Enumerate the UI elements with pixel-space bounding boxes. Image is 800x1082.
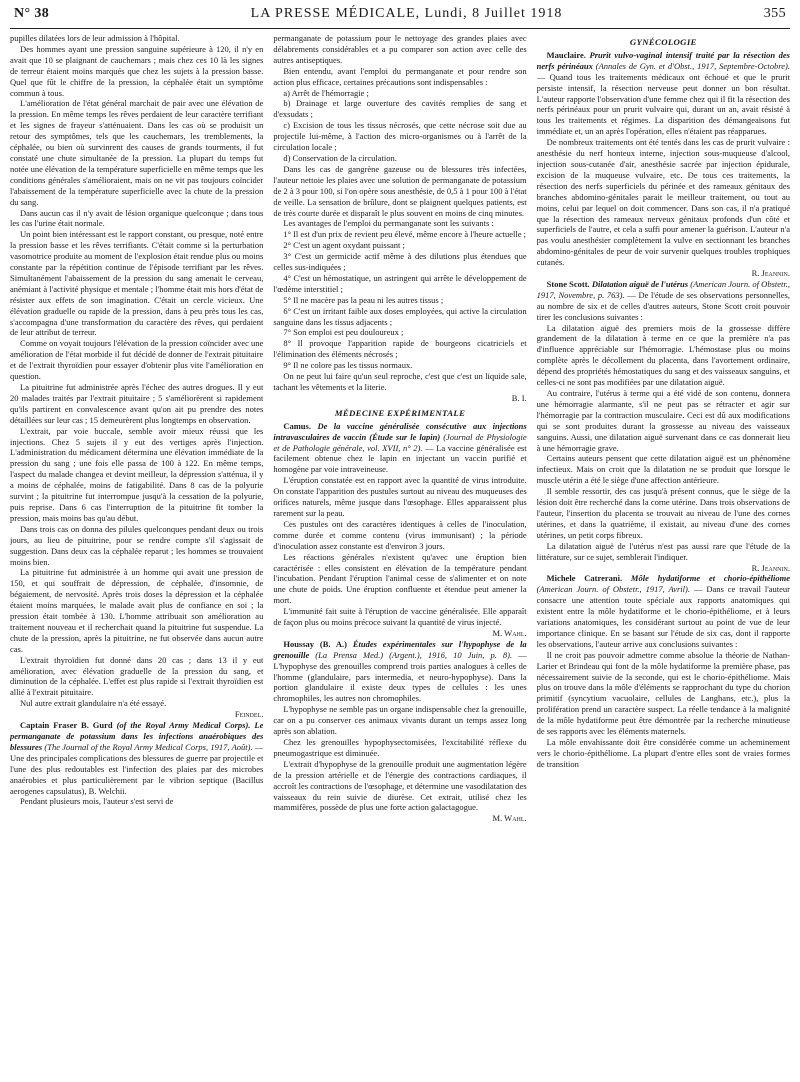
list-item: 9° Il ne colore pas les tissus normaux. bbox=[283, 360, 413, 371]
article-gurd bbox=[10, 720, 263, 796]
article-author: Michele Catrerani. bbox=[546, 573, 623, 584]
list-item: 4° C'est un hémostatique, un astringent qui arrête le développement de l'œdème interstitiel ; bbox=[273, 272, 527, 294]
paragraph: L'hypophyse ne semble pas un organe indispensable chez la grenouille, car on a pu conserver ces animaux vivants durant un temps assez long après son ablation. bbox=[273, 704, 527, 737]
list-item: d) Conservation de la circulation. bbox=[283, 152, 397, 163]
article-author: Houssay (B. A.) bbox=[283, 638, 347, 649]
article-title: Môle hydatiforme et chorio-épithéliome bbox=[630, 573, 790, 584]
paragraph: Au contraire, l'utérus à terme qui a été vidé de son contenu, donnera une hémorragie alarmante, s'il ne peut pas se rétracter et agir sur l'hémorragie par la contraction musculaire. Ceci est dû aux modifications qui se sont produites durant la grossesse au niveau des vaisseaux sanguins. Aussi, une dilatation aiguë survenant dans ce cas donnerait lieu à une hémorragie grave. bbox=[536, 388, 790, 453]
list-item: 3° C'est un germicide actif même à des dilutions plus étendues que celles sus-indiquées ; bbox=[273, 251, 527, 273]
section-heading: GYNÉCOLOGIE bbox=[629, 37, 697, 47]
paragraph: pupilles dilatées lors de leur admission à l'hôpital. bbox=[10, 33, 180, 43]
paragraph: On ne peut lui faire qu'un seul reproche, c'est que c'est un liquide sale, tachant les vêtements et la literie. bbox=[273, 371, 527, 392]
section-heading: MÉDECINE EXPÉRIMENTALE bbox=[334, 407, 466, 418]
list-item: 7° Son emploi est peu douloureux ; bbox=[283, 327, 404, 338]
article-text: — La vaccine généralisée est facilement obtenue chez le lapin en injectant un vaccin purifié et homogène par voie intraveineuse. bbox=[273, 442, 527, 475]
list-item: a) Arrêt de l'hémorragie ; bbox=[283, 87, 369, 98]
paragraph: La pituitrine fut administrée à un homme qui avait une pression de 150, et qui souffrait de dépression, de céphalée, d'insomnie, de bégaiement, de nervosité. Après trois doses la dépression et la céphalée étaient moins marquées, le malade avait plus de confiance en soi ; la pression était tombée à 130. L'homme attribuait son amélioration au traitement nouveau et il recherchait quand la pituitrine fut suspendue. La chute de la pression, après la pituitrine, ne fut observée dans aucun autre cas. bbox=[10, 567, 264, 654]
paragraph: Certains auteurs pensent que cette dilatation aiguë est un phénomène infectieux. Mais on croit que la dilatation ne se produit que lorsque le muscle utérin a été le siège d'une affection antérieure. bbox=[536, 453, 790, 486]
paragraph: permanganate de potassium pour le nettoyage des grandes plaies avec délabrements considérables et a pu comparer son action avec celle des autres antiseptiques. bbox=[273, 33, 527, 65]
signature: R. Jeannin. bbox=[751, 268, 790, 279]
article-text: — Une des principales complications des blessures de guerre par projectile et l'une des plus redoutables est l'infection des plaies par des microbes anaérobies et plus particulièrement par le vibrion septique (Bacillus aerogenes capsulatus), B. Welchii. bbox=[10, 741, 264, 796]
list-item: 1° Il est d'un prix de revient peu élevé, même encore à l'heure actuelle ; bbox=[283, 229, 527, 240]
paragraph: La dilatation aiguë de l'utérus n'est pas aussi rare que l'étude de la littérature, sur ce sujet, semblerait l'indiquer. bbox=[536, 540, 790, 562]
paragraph: De nombreux traitements ont été tentés dans les cas de prurit vulvaire : anesthésie du nerf honteux interne, injection sous-muqueuse d'alcool, injection sous-cutanée d'air, anesthésie sacrée par injection épidurale, excision de la muqueuse vulvaire, etc. De tous ces traitements, la résection des nerfs superficiels du périnée et des rameaux génitaux des branches abdomino-génitales parait le meilleur traitement, ou tout au moins, celui par lequel on doit commencer. Dans son cas, il n'a pratiqué que la résection des rameaux nerveux génitaux profonds d'un côté et superficiels de l'autre, et cela a suffi pour amener la guérison. L'auteur n'a pas voulu anesthésier complètement la vulve en sectionnant les branches abdomino-génitales de peur de voir survenir quelques troubles trophiques cutanés. bbox=[536, 137, 790, 268]
article-author: Captain Fraser B. Gurd bbox=[20, 720, 113, 731]
paragraph: L'extrait thyroïdien fut donné dans 20 cas ; dans 13 il y eut amélioration, avec élévation graduelle de la pression du sang, et diminution de la céphalée. L'effet est plus rapide si l'extrait thyroïdien est allié à l'extrait pituitaire. bbox=[10, 654, 264, 698]
article-title: Dilatation aiguë de l'utérus bbox=[591, 278, 689, 289]
paragraph: L'immunité fait suite à l'éruption de vaccine généralisée. Elle apparaît de façon plus ou moins précoce suivant la quantité de virus injecté. bbox=[273, 606, 527, 628]
article-catrerani bbox=[537, 573, 790, 649]
paragraph: L'éruption constatée est en rapport avec la quantité de virus introduite. On constate l'apparition des pustules surtout au niveau des muqueuses des orifices naturels, même jusque dans l'œsophage. Elles apparaissent plus rarement sur la peau. bbox=[273, 475, 527, 518]
paragraph: Dans les cas de gangrène gazeuse ou de blessures très infectées, l'auteur nettoie les plaies avec une solution de permanganate de potassium de 2 à 3 pour 100, si l'on opère sous anesthésie, de 0,5 à 1 pour 100 à l'état de veille. La sensation de brûlure, dont se plaignent quelques patients, est de très courte durée et disparaît le plus souvent en moins de cinq minutes. bbox=[273, 163, 527, 218]
columns bbox=[10, 33, 790, 1063]
article-reference: (Journal de Physiologie et de Pathologie générale, vol. XVII, n° 2). bbox=[273, 431, 527, 453]
article-title: Prurit vulvo-vaginal intensif traité par la résection des nerfs périnéaux bbox=[536, 49, 790, 71]
newspaper-page bbox=[10, 0, 790, 1076]
paragraph: La pituitrine fut administrée après l'échec des autres drogues. Il y eut 20 malades traités par l'extrait pituitaire ; 5 s'améliorèrent si rapidement qu'ils partirent en convalescence avant qu'on ait pu prendre des notes détaillées sur leur cas ; 15 demeurèrent plus longtemps en observation. bbox=[10, 382, 264, 425]
advantages-list bbox=[273, 229, 526, 371]
header-rule bbox=[10, 28, 790, 29]
article-title: Études expérimentales sur l'hypophyse de la grenouille bbox=[273, 638, 527, 660]
article-author: Mauclaire. bbox=[546, 49, 586, 60]
article-author: Stone Scott. bbox=[546, 278, 590, 289]
column-3 bbox=[537, 33, 790, 1063]
page-header bbox=[10, 6, 790, 26]
paragraph: Il ne croit pas pouvoir admettre comme absolue la théorie de Nathan-Larier et Brindeau qui font de la môle hydatiforme la première phase, pas nécessairement suivie de la seconde, qui est le chorio-épithéliome. Mais plus on trouve dans la môle d'éléments se rapprochant du type du chorion primitif (syncytium vacuolaire, cellules de Langhans, etc.), plus la prolifération prend un caractère suspect. La réelle tendance à la malignité de la môle hydatiforme peut être démontrée par la recherche minutieuse de ses rapports avec les éléments maternels. bbox=[536, 649, 790, 737]
article-author: Camus. bbox=[283, 420, 311, 431]
paragraph: Les avantages de l'emploi du permanganate sont les suivants : bbox=[283, 218, 494, 229]
paragraph: Dans aucun cas il n'y avait de lésion organique quelconque ; dans tous les cas l'urine était normale. bbox=[10, 207, 264, 229]
list-item: 8° Il provoque l'apparition rapide de bourgeons cicatriciels et l'élimination des éléments nécrosés ; bbox=[273, 338, 527, 360]
column-1 bbox=[10, 33, 263, 1063]
paragraph: La môle envahissante doit être considérée comme un acheminement vers le chorio-épithéliome. La plupart d'entre elles sont de vraies formes de transition bbox=[536, 737, 790, 769]
precautions-list bbox=[273, 88, 526, 164]
article-text: — Quand tous les traitements médicaux ont échoué et que le prurit persiste intensif, la résection nerveuse peut donner un bon résultat. L'auteur rapporte l'observation d'une femme chez qui il fit la résection des nerfs périnéaux pour un prurit vulvaire qui, durant un an, avait résisté à tous les traitements et régimes. La disparition des démangeaisons fut immédiate et, un an après l'opération, elles n'étaient pas réapparues. bbox=[536, 71, 790, 137]
article-reference: (American Journ. of Obstetr., 1917, Avril). bbox=[536, 584, 690, 595]
article-title: De la vaccine généralisée consécutive aux injections intravasculaires de vaccin (Étude sur le lapin) bbox=[273, 420, 527, 442]
signature: R. Jeannin. bbox=[751, 562, 790, 573]
column-2 bbox=[273, 33, 526, 1063]
list-item: b) Drainage et large ouverture des cavités remplies de sang et d'exsudats ; bbox=[273, 98, 527, 120]
article-camus bbox=[273, 421, 526, 476]
list-item: 2° C'est un agent oxydant puissant ; bbox=[283, 240, 405, 251]
article-reference: (American Journ. of Obstetr., 1917, Novembre, p. 763). bbox=[536, 278, 790, 300]
paragraph: L'amélioration de l'état général marchait de pair avec une élévation de la pression. En même temps les rêves perdaient de leur caractère terrifiant et les signes de frayeur s'atténuaient. Dans les cas où se produisit un retour des symptômes, tels que les cauchemars, les tremblements, la céphalée, ou bien où survinrent des causes de grands tourments, il fut constaté une chute simultanée de la pression. La plupart du temps fut notée une élévation de la température superficielle en même temps que les conditions générales s'amélioraient, mais on ne vit pas toujours coïncider l'abaissement de la température superficielle avec la chute de la pression du sang. bbox=[10, 98, 264, 207]
paragraph: Il semble ressortir, des cas jusqu'à présent connus, que le siège de la lésion doit être recherché dans la corne utérine. Dans trois observations de l'auteur, l'insertion du placenta se trouvait au niveau de l'une des cornes utérines, et dans la quatrième, il existait, au niveau d'une des cornes utérines, un petit corps fibreux. bbox=[536, 486, 790, 540]
article-affiliation: (of the Royal Army Medical Corps). bbox=[116, 720, 251, 731]
paragraph: L'extrait d'hypophyse de la grenouille produit une augmentation légère de la pression artérielle et de l'énergie des contractions cardiaques, il accroît les contractions de l'œsophage, et détermine une vasodilatation des vaisseaux du rein suivie de diurèse. Cet extrait, utilisé chez les mammifères, possède de plus une forte action galactagogue. bbox=[273, 758, 527, 813]
signature: M. Wahl. bbox=[492, 813, 527, 824]
paragraph: Les réactions générales n'existent qu'avec une éruption bien caractérisée : elles consistent en élévation de la température pendant l'incubation. Pendant l'éruption l'animal cesse de s'alimenter et on note une chute de poids. Une éruption confluente et étendue peut amener la mort. bbox=[273, 551, 527, 606]
article-reference: (Annales de Gyn. et d'Obst., 1917, Septembre-Octobre). bbox=[595, 60, 790, 71]
article-reference: (The Journal of the Royal Army Medical Corps, 1917, Août). bbox=[44, 741, 253, 752]
paragraph: Dans trois cas on donna des pilules quelconques pendant deux ou trois jours, au lieu de pituitrine, pour se rendre compte s'il s'agissait de suggestion. Dans deux cas la céphalée reparut ; les hommes se trouvaient moins bien. bbox=[10, 523, 264, 567]
paragraph: Ces pustules ont des caractères identiques à celles de l'inoculation, comme durée et comme contenu (virus immunisant) ; la période d'inoculation assez constante est d'environ 3 jours. bbox=[273, 518, 527, 551]
article-mauclaire bbox=[537, 50, 790, 137]
paragraph: Chez les grenouilles hypophysectomisées, l'excitabilité réflexe du pneumogastrique est diminuée. bbox=[273, 737, 527, 758]
journal-title: LA PRESSE MÉDICALE, Lundi, 8 Juillet 1918 bbox=[250, 6, 563, 21]
paragraph: Comme on voyait toujours l'élévation de la pression coïncider avec une amélioration de l'état morbide il fut décidé de donner de l'extrait pituitaire et de l'extrait thyroïdien pour essayer d'obtenir plus vite l'amélioration en question. bbox=[10, 338, 264, 382]
article-title: Le permanganate de potassium dans les infections anaérobiques des blessures bbox=[10, 720, 264, 752]
article-stone bbox=[537, 279, 790, 323]
signature: M. Wahl. bbox=[492, 627, 527, 638]
list-item: 6° C'est un irritant faible aux doses employées, qui active la circulation sanguine dans les tissus adjacents ; bbox=[273, 305, 527, 327]
signature: B. I. bbox=[511, 392, 527, 403]
article-text: — De l'étude de ses observations personnelles, au nombre de six et de celles d'autres auteurs, Stone Scott croit pouvoir tirer les conclusions suivantes : bbox=[536, 289, 790, 322]
list-item: 5° Il ne macère pas la peau ni les autres tissus ; bbox=[283, 294, 444, 305]
article-text: — L'hypophyse des grenouilles comprend trois parties analogues à celles de l'homme (glandulaire, pars intermedia, et neuro-hypophyse). Dans la portion glandulaire il existe deux types de cellules : les unes chromophiles, les autres non chromophiles. bbox=[273, 649, 527, 704]
article-reference: (La Prensa Med.) (Argent.), 1916, 10 Juin, p. 8). bbox=[315, 649, 513, 660]
paragraph: Des hommes ayant une pression sanguine supérieure à 120, il n'y en avait que 10 se plaignant de cauchemars ; mais chez ces 10 là les signes de terreur étaient moins marqués que chez les sujets à la pression basse. Quel que fût le chiffre de la pression, la céphalée était un symptôme commun à tous. bbox=[10, 43, 264, 98]
paragraph: La dilatation aiguë des premiers mois de la grossesse diffère grandement de la dilatation à terme en ce que la première n'a pas d'influence appréciable sur l'hémorragie. L'hémostase plus ou moins complète après le décollement du placenta, dans l'avortement ordinaire, dépend des propriétés hémostatiques du sang et des vaisseaux sanguins, et celles-ci ne sont pas modifiées par une dilatation aiguë. bbox=[536, 322, 790, 388]
paragraph: Un point bien intéressant est le rapport constant, ou presque, noté entre la pression basse et les rêves terrifiants. C'était comme si la perturbation vasomotrice produite au moment de l'explosion était rendue plus ou moins constante par la répétition continue de l'épisode terrifiant par les rêves. Simultanément l'abaissement de la pression du sang amenait le cerveau, anémiant à l'activité physique et mentale ; l'homme était mis hors d'état de résister aux effets de son imagination. C'était un cercle vicieux. Une élévation graduelle ou rapide de la pression, dans à peu près tous les cas, s'accompagna d'une transformation du caractère des rêves, qui perdaient de leur attribut de terreur. bbox=[10, 229, 264, 338]
paragraph: Pendant plusieurs mois, l'auteur s'est servi de bbox=[20, 796, 174, 807]
issue-number: N° 38 bbox=[14, 6, 50, 21]
paragraph: Bien entendu, avant l'emploi du permanganate et pour rendre son action plus efficace, certaines précautions sont indispensables : bbox=[273, 65, 527, 87]
page-number: 355 bbox=[763, 6, 786, 21]
paragraph: L'extrait, par voie buccale, semble avoir mieux réussi que les injections. Chez 5 sujets il y eut des vertiges après l'injection. L'administration du médicament détermina une élévation immédiate de la pression du sang ; une fois elle passa de 100 à 122. En même temps, l'aspect du malade changea et devint meilleur, la dépression s'atténua, il y a moins de céphalée, moins de fatigabilité. Dans 8 cas de la polyurie survint ; la pituitrine fut interrompue jusqu'à la cessation de la polyurie, puis reprise. Dans 6 cas l'interruption de la pituitrine fit tomber la pression, mais moins bas qu'au début. bbox=[10, 425, 264, 523]
list-item: c) Excision de tous les tissus nécrosés, que cette nécrose soit due au projectile lui-même, à l'action des micro-organismes ou à l'arrêt de la circulation locale ; bbox=[273, 120, 527, 153]
signature: Feindel. bbox=[234, 709, 264, 720]
article-houssay bbox=[273, 639, 526, 704]
paragraph: Nul autre extrait glandulaire n'a été essayé. bbox=[20, 698, 167, 709]
article-text: — Dans ce travail l'auteur consacre une attention toute spéciale aux rapports anatomiques qui existent entre la môle hydatiforme et le chorio-épithéliome, et à leurs variations anatomiques, les considérant surtout au point de vue de leur importance clinique. En se basant sur l'étude de six cas, dont il rapporte les observations, l'auteur arrive aux conclusions suivantes : bbox=[536, 584, 790, 649]
